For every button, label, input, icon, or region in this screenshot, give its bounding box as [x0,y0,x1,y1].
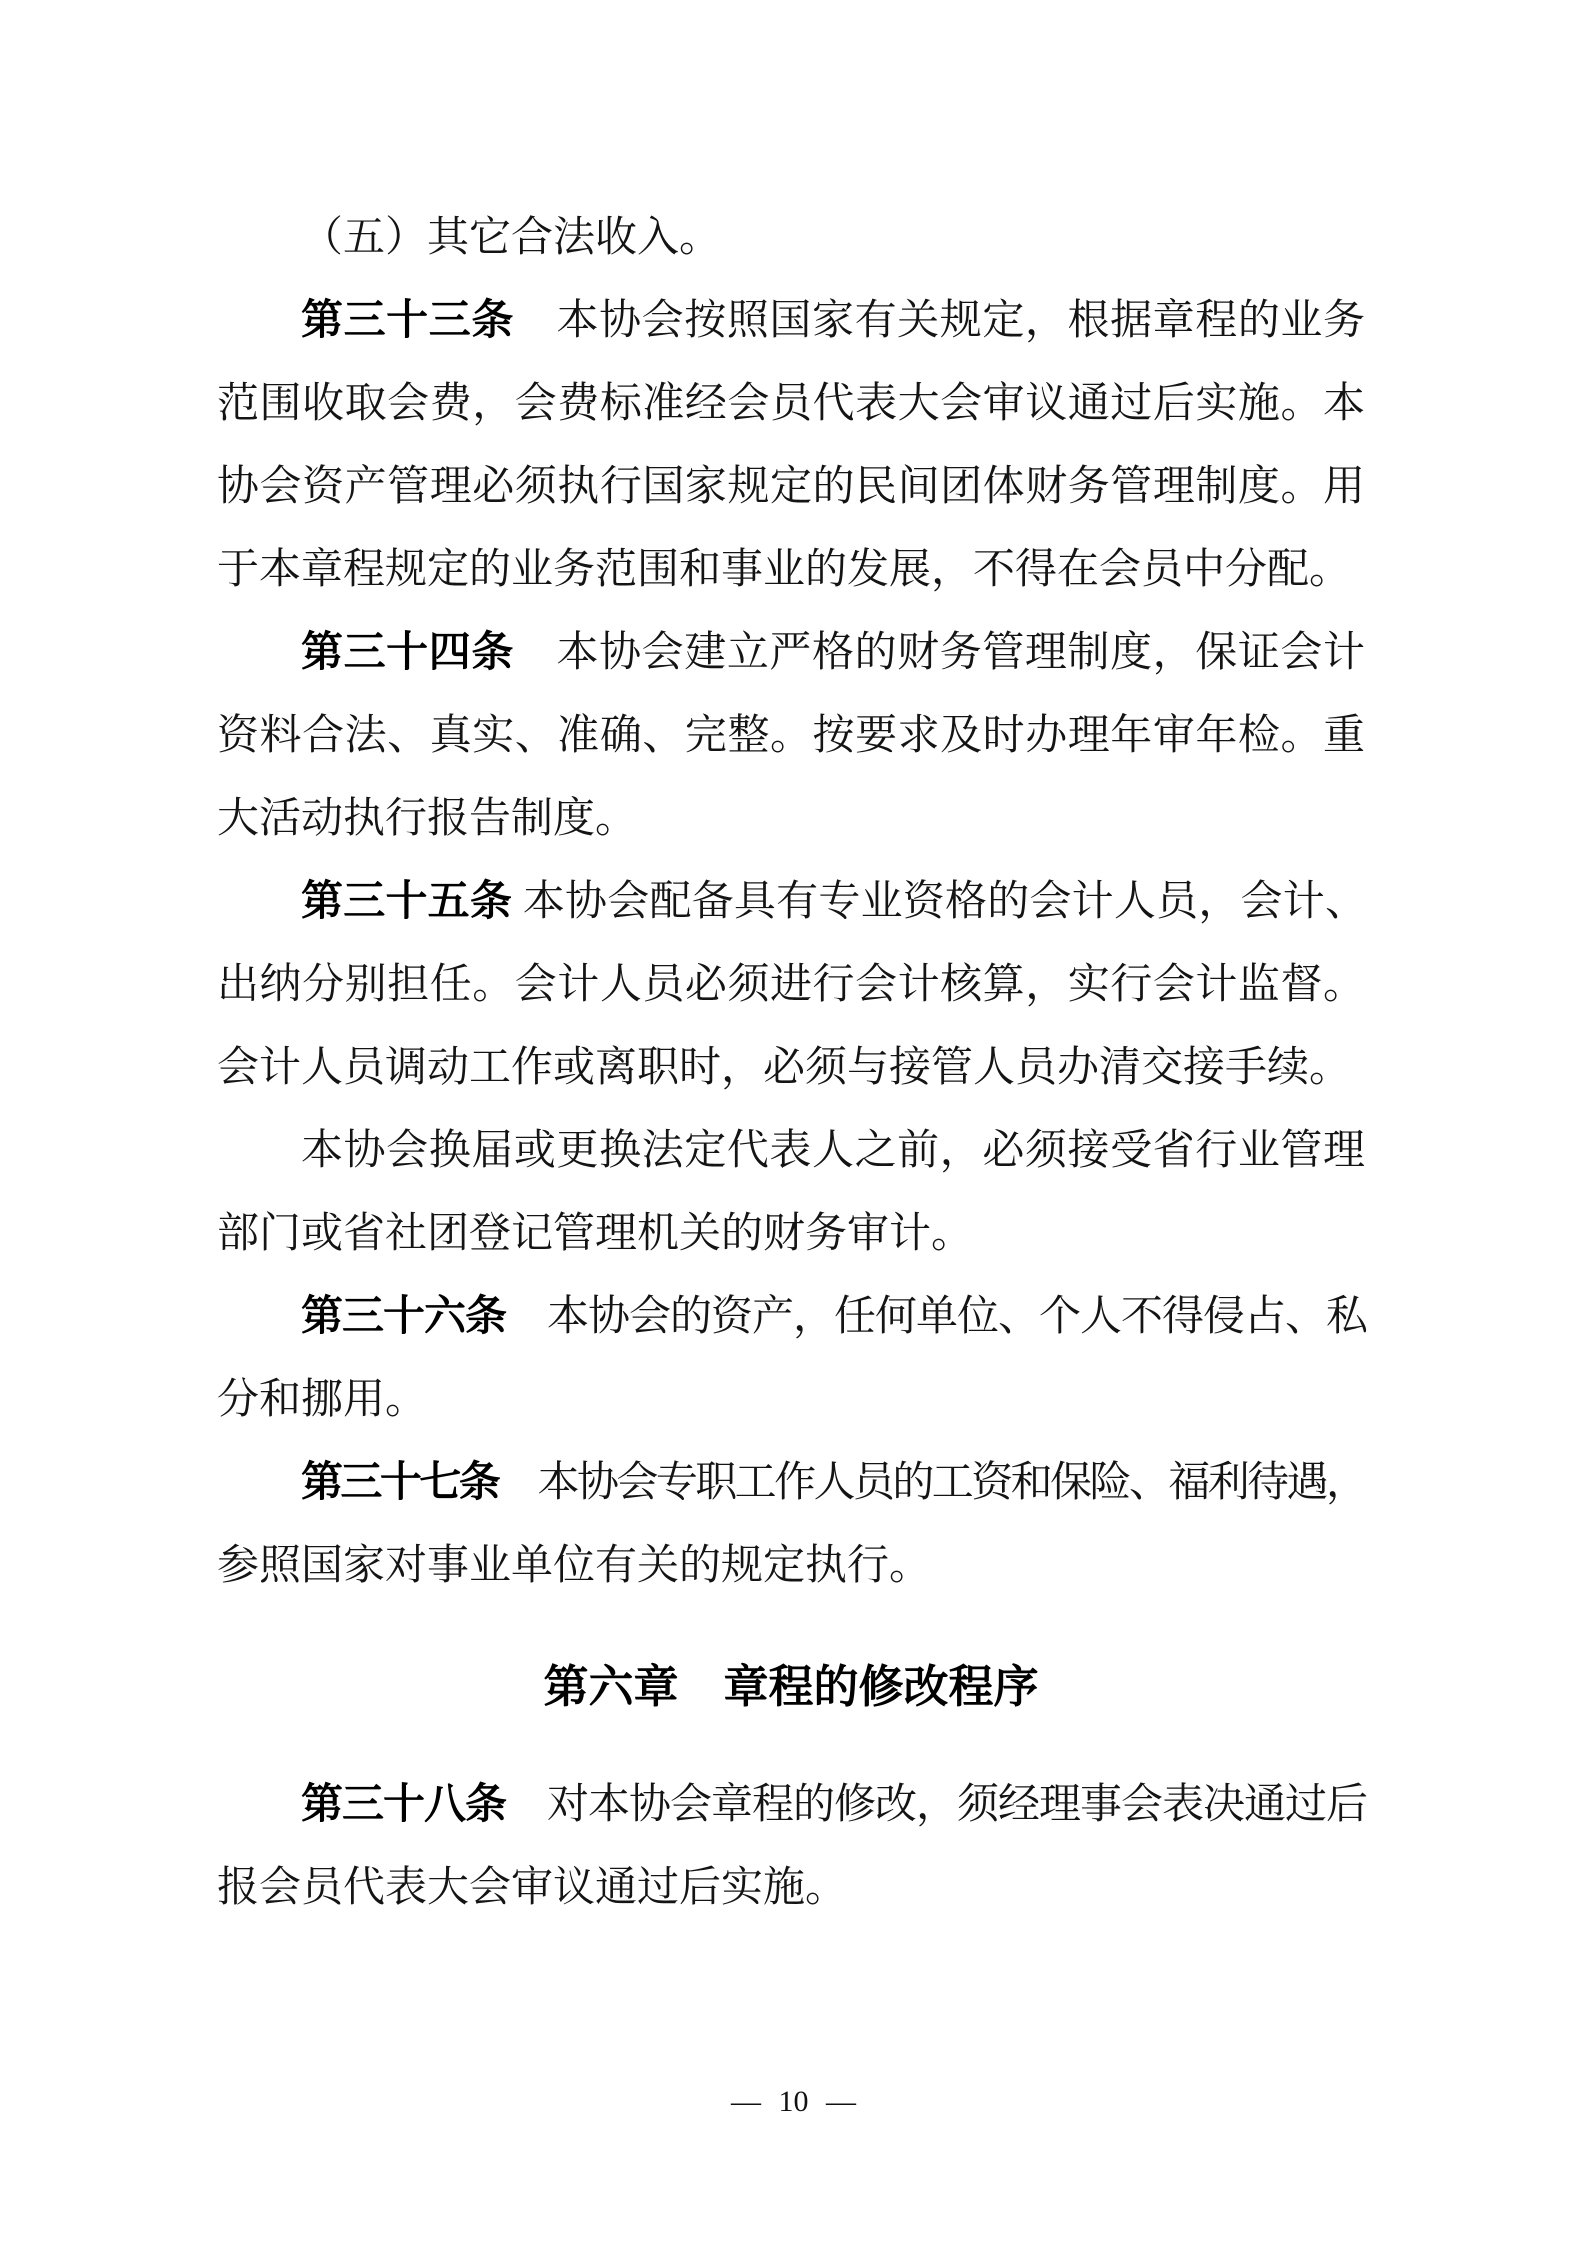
text-line-article-37-start [217,1440,1365,1523]
line-text: 资料合法、真实、准确、完整。按要求及时办理年审年检。重 [217,713,1365,759]
line-text: 部门或省社团登记管理机关的财务审计。 [217,1211,974,1257]
line-text: 本协会建立严格的财务管理制度，保证会计 [513,630,1365,676]
text-line-item-5-income [217,195,1365,278]
line-text: 出纳分别担任。会计人员必须进行会计核算，实行会计监督。 [217,962,1365,1008]
article-number: 第三十八条 [301,1780,506,1827]
article-number: 第三十五条 [301,877,513,924]
text-line [217,1025,1365,1108]
text-line [217,444,1365,527]
text-line [217,361,1365,444]
line-text: 参照国家对事业单位有关的规定执行。 [217,1543,932,1589]
text-line [217,1357,1365,1440]
page-number: — 10 — [731,2085,856,2118]
line-text: 本协会专职工作人员的工资和保险、福利待遇， [498,1460,1365,1506]
text-line [217,1523,1365,1606]
text-line-article-34-start [217,610,1365,693]
text-line-audit-paragraph-start [217,1108,1365,1191]
line-text: 本协会换届或更换法定代表人之前，必须接受省行业管理 [301,1128,1365,1174]
text-line-article-36-start [217,1274,1365,1357]
line-text: 本协会配备具有专业资格的会计人员，会计、 [512,879,1365,925]
line-text: 分和挪用。 [217,1377,428,1423]
line-text: 于本章程规定的业务范围和事业的发展，不得在会员中分配。 [217,547,1352,593]
chapter-6-heading: 第六章 章程的修改程序 [543,1661,1039,1712]
text-line [217,1191,1365,1274]
line-text: 本协会的资产，任何单位、个人不得侵占、私 [506,1294,1365,1340]
text-line [217,527,1365,610]
line-text: 大活动执行报告制度。 [217,796,638,842]
article-number: 第三十三条 [301,296,514,343]
text-line [217,776,1365,859]
text-line [217,1845,1365,1928]
article-number: 第三十六条 [301,1292,506,1339]
text-line [217,693,1365,776]
text-line [217,942,1365,1025]
line-text: 报会员代表大会审议通过后实施。 [217,1865,848,1911]
line-text: 本协会按照国家有关规定，根据章程的业务 [513,298,1365,344]
line-text: 协会资产管理必须执行国家规定的民间团体财务管理制度。用 [217,464,1365,510]
line-text: 范围收取会费，会费标准经会员代表大会审议通过后实施。本 [217,381,1365,427]
article-number: 第三十四条 [301,628,514,675]
line-text: 会计人员调动工作或离职时，必须与接管人员办清交接手续。 [217,1045,1352,1091]
text-line-article-35-start [217,859,1365,942]
document-body [217,195,1365,1928]
text-line-article-38-start [217,1762,1365,1845]
text-line-article-33-start [217,278,1365,361]
line-text: 对本协会章程的修改，须经理事会表决通过后 [506,1782,1365,1828]
article-number: 第三十七条 [301,1458,499,1505]
line-text: （五）其它合法收入。 [301,215,722,261]
